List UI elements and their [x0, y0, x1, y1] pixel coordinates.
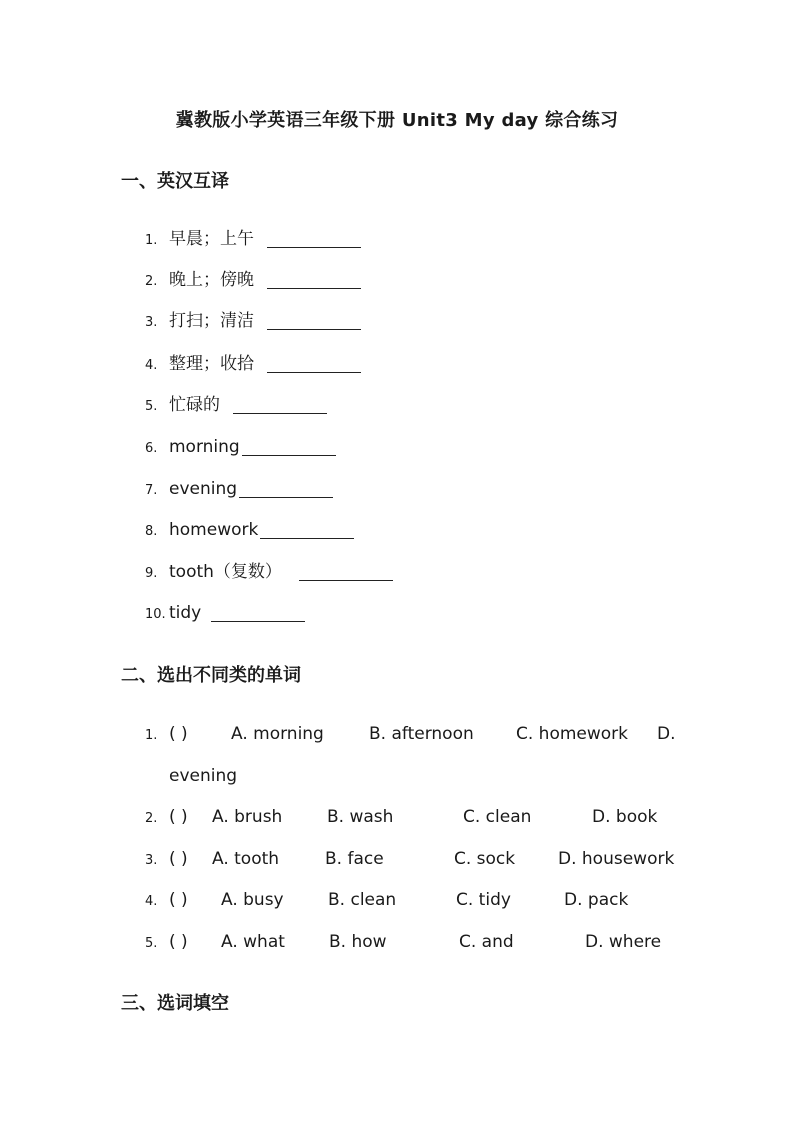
translation-item: [145, 561, 393, 585]
answer-parentheses[interactable]: ( ): [169, 849, 188, 869]
item-number: 5.: [145, 936, 158, 951]
choice-item: [145, 806, 685, 828]
section-heading-fill-in: 三、选词填空: [121, 993, 229, 1014]
item-text: tooth（复数）: [169, 562, 282, 582]
item-text: morning: [169, 437, 240, 457]
answer-blank[interactable]: [267, 272, 361, 289]
option-b: B. wash: [327, 807, 394, 827]
answer-blank[interactable]: [267, 356, 361, 373]
option-c: C. homework: [516, 724, 629, 744]
answer-parentheses[interactable]: ( ): [169, 932, 188, 952]
choice-item: [145, 723, 685, 745]
choice-item-continuation: [145, 765, 237, 787]
item-number: 7.: [145, 483, 158, 498]
item-number: 9.: [145, 566, 158, 581]
section-heading-translation: 一、英汉互译: [121, 171, 229, 192]
answer-blank[interactable]: [242, 439, 336, 456]
option-d: D. housework: [558, 849, 675, 869]
choice-item: [145, 931, 685, 953]
translation-item: [145, 478, 333, 502]
answer-blank[interactable]: [267, 313, 361, 330]
item-number: 6.: [145, 441, 158, 456]
option-a: A. tooth: [212, 849, 280, 869]
answer-blank[interactable]: [260, 522, 354, 539]
option-a: A. busy: [221, 890, 284, 910]
item-number: 3.: [145, 853, 158, 868]
option-a: A. brush: [212, 807, 283, 827]
option-c: C. tidy: [456, 890, 511, 910]
option-d: D. where: [585, 932, 662, 952]
option-b: B. how: [329, 932, 387, 952]
translation-item: [145, 436, 336, 460]
translation-item: [145, 269, 361, 293]
option-c: C. clean: [463, 807, 532, 827]
option-c: C. sock: [454, 849, 516, 869]
choice-item: [145, 848, 685, 870]
item-number: 2.: [145, 811, 158, 826]
item-number: 2.: [145, 274, 158, 289]
translation-item: [145, 353, 361, 377]
item-text: 打扫；清洁: [169, 311, 254, 331]
item-number: 10.: [145, 607, 166, 622]
item-number: 4.: [145, 358, 158, 373]
answer-blank[interactable]: [299, 564, 393, 581]
translation-item: [145, 310, 361, 334]
item-text: 早晨；上午: [169, 229, 254, 249]
translation-item: [145, 519, 354, 543]
item-text: 忙碌的: [169, 395, 220, 415]
item-text: tidy: [169, 603, 202, 623]
option-d-text: evening: [169, 766, 238, 786]
answer-parentheses[interactable]: ( ): [169, 807, 188, 827]
translation-item: [145, 602, 305, 626]
option-d: D. pack: [564, 890, 629, 910]
answer-blank[interactable]: [211, 605, 305, 622]
option-b: B. clean: [328, 890, 397, 910]
translation-item: [145, 228, 361, 252]
answer-blank[interactable]: [267, 231, 361, 248]
answer-parentheses[interactable]: ( ): [169, 724, 188, 744]
translation-item: [145, 394, 327, 418]
item-number: 1.: [145, 728, 158, 743]
item-text: evening: [169, 479, 238, 499]
item-number: 8.: [145, 524, 158, 539]
option-d: D. book: [592, 807, 658, 827]
item-text: 晚上；傍晚: [169, 270, 254, 290]
section-heading-odd-one-out: 二、选出不同类的单词: [121, 665, 301, 686]
answer-blank[interactable]: [239, 481, 333, 498]
option-c: C. and: [459, 932, 514, 952]
option-a: A. morning: [231, 724, 324, 744]
option-a: A. what: [221, 932, 285, 952]
item-number: 3.: [145, 315, 158, 330]
item-text: homework: [169, 520, 259, 540]
answer-blank[interactable]: [233, 397, 327, 414]
choice-item: [145, 889, 685, 911]
page-title: 冀教版小学英语三年级下册 Unit3 My day 综合练习: [175, 110, 619, 131]
item-text: 整理；收拾: [169, 354, 254, 374]
option-d: D.: [657, 724, 676, 744]
item-number: 4.: [145, 894, 158, 909]
option-b: B. afternoon: [369, 724, 474, 744]
item-number: 5.: [145, 399, 158, 414]
answer-parentheses[interactable]: ( ): [169, 890, 188, 910]
option-b: B. face: [325, 849, 384, 869]
item-number: 1.: [145, 233, 158, 248]
